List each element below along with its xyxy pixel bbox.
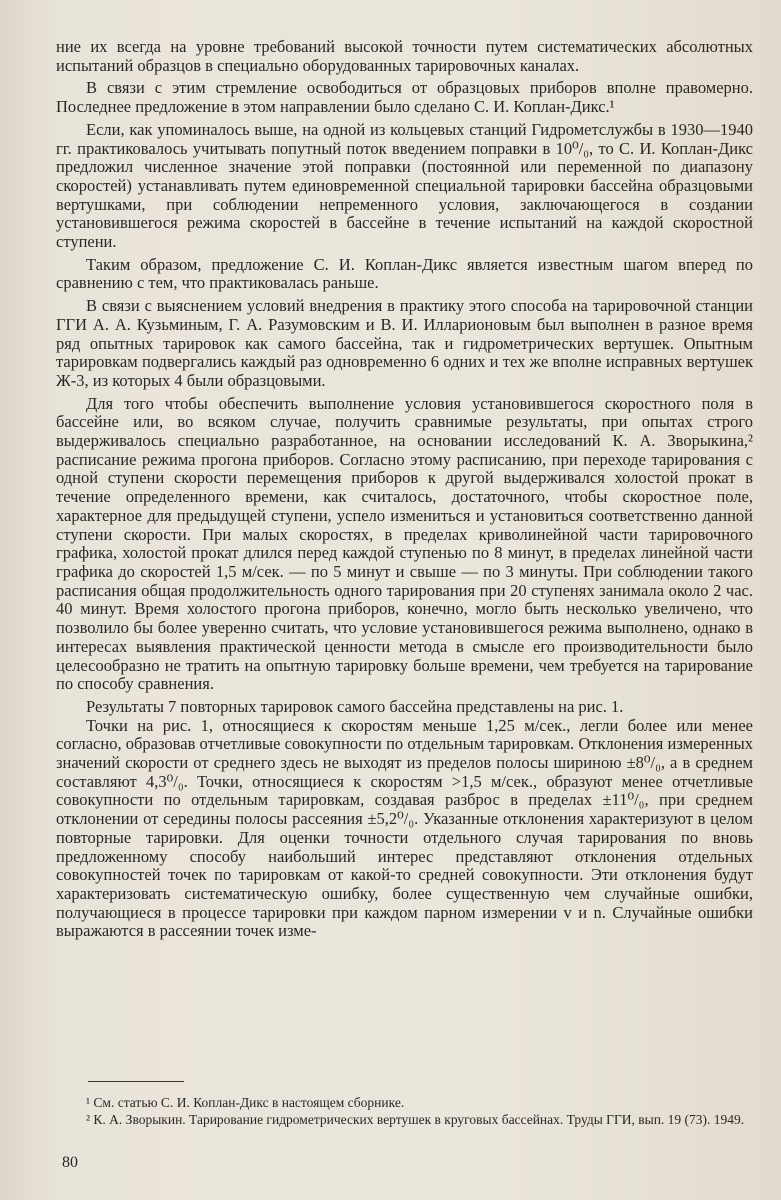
paragraph: В связи с выяснением условий внедрения в практику этого способа на тарировочной станции ГГИ А. А. Кузьминым, Г. А. Разумовским и В. И. Илларионовым был выполнен в разное время ряд опытных тарировок как самого бассейна, так и гидрометрических вертушек. Опытным тарировкам подвергались каждый раз одновременно 6 одних и тех же вполне исправных вертушек Ж-3, из которых 4 были образцовыми. [56,296,753,390]
page-number: 80 [62,1154,78,1171]
body-text [56,38,753,941]
paragraph: ние их всегда на уровне требований высокой точности путем систематических абсолютных испытаний образцов в специально оборудованных тарировочных каналах. [56,37,753,75]
paragraph: Результаты 7 повторных тарировок самого бассейна представлены на рис. 1. [86,696,624,716]
footnote: ¹ См. статью С. И. Коплан-Дикс в настоящем сборнике. [86,1095,405,1110]
footnote: ² К. А. Зворыкин. Тарирование гидрометрических вертушек в круговых бассейнах. Труды ГГИ, вып. 19 (73). 1949. [86,1112,745,1127]
paragraph: Для того чтобы обеспечить выполнение условия установившегося скоростного поля в бассейне или, во всяком случае, получить сравнимые результаты, при опытах строго выдерживалось специально разработанное, на основании исследований К. А. Зворыкина,² расписание режима прогона приборов. Согласно этому расписанию, при переходе тарирования с одной ступени скорости перемещения приборов к другой выдерживался холостой прокат в течение определенного времени, как считалось, достаточного, чтобы скоростное поле, характерное для предыдущей ступени, успело измениться и установиться соответственно данной ступени скорости. При малых скоростях, в пределах криволинейной части тарировочного графика, холостой прокат длился перед каждой ступенью по 8 минут, в пределах линейной части графика до скоростей 1,5 м/сек. — по 5 минут и свыше — по 3 минуты. При соблюдении такого расписания общая продолжительность одного тарирования при 20 ступенях занимала около 2 час. 40 минут. Время холостого прогона приборов, конечно, могло быть несколько увеличено, что позволило бы более уверенно считать, что условие установившегося режима выполнено, однако в интересах выявления практической ценности метода в смысле его производительности было целесообразно не тратить на опытную тарировку больше времени, чем требуется на тарирование по способу сравнения. [56,393,753,694]
paragraph: Точки на рис. 1, относящиеся к скоростям меньше 1,25 м/сек., легли более или менее согласно, образовав отчетливые совокупности по отдельным тарировкам. Отклонения измеренных значений скорости от среднего здесь не выходят из пределов полосы шириною ±8⁰/₀, а в среднем составляют 4,3⁰/₀. Точки, относящиеся к скоростям >1,5 м/сек., образуют менее отчетливые совокупности по отдельным тарировкам, создавая разброс в пределах ±11⁰/₀, при среднем отклонении от середины полосы рассеяния ±5,2⁰/₀. Указанные отклонения характеризуют в целом повторные тарировки. Для оценки точности отдельного случая тарирования по вновь предложенному способу наибольший интерес представляют отклонения отдельных совокупностей точек по тарировкам от какой-то средней совокупности. Эти отклонения будут характеризовать систематическую ошибку, более существенную чем случайные ошибки, получающиеся в процессе тарировки при каждом парном измерении v и n. Случайные ошибки выражаются в рассеянии точек изме- [56,715,753,941]
footnotes [56,1094,753,1128]
paragraph: В связи с этим стремление освободиться от образцовых приборов вполне правомерно. Последнее предложение в этом направлении было сделано С. И. Коплан-Дикс.¹ [56,78,753,117]
footnote-separator [88,1081,184,1082]
paragraph: Если, как упоминалось выше, на одной из кольцевых станций Гидрометслужбы в 1930—1940 гг. практиковалось учитывать попутный поток введением поправки в 10⁰/₀, то С. И. Коплан-Дикс предложил численное значение этой поправки (постоянной или переменной по диапазону скоростей) устанавливать путем единовременной специальной тарировки бассейна образцовыми вертушками, при соблюдении непременного условия, заключающегося в создании установившегося режима скоростей в бассейне в течение испытаний на каждой скоростной ступени. [56,119,753,252]
paragraph: Таким образом, предложение С. И. Коплан-Дикс является известным шагом вперед по сравнению с тем, что практиковалась раньше. [56,254,753,293]
